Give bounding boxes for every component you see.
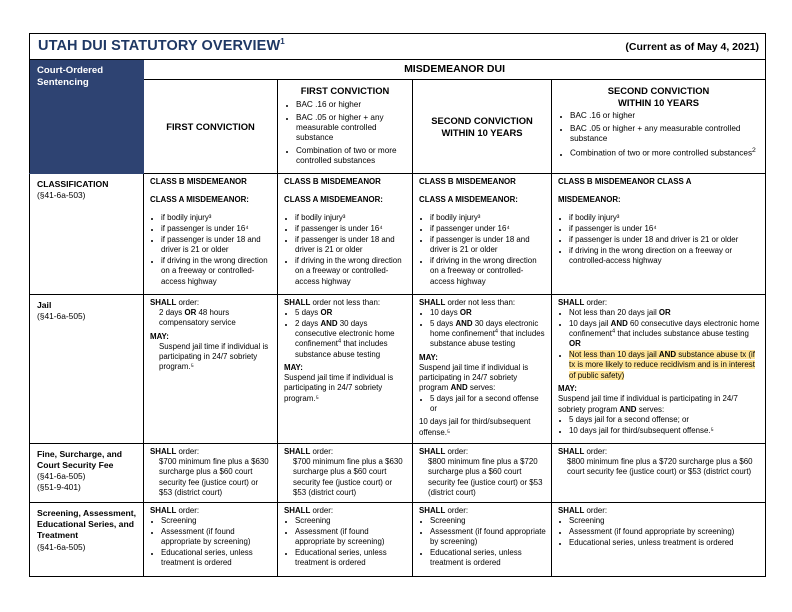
screening-list (419, 516, 546, 568)
cell-screening-first-conviction (144, 503, 278, 577)
list-item: • 5 days OR (295, 308, 407, 318)
shall-label: SHALL (150, 446, 177, 456)
cell-jail-second-conviction (413, 294, 552, 443)
statute-citation: (§41-6a-505) (37, 541, 86, 552)
document-title-bar (30, 34, 766, 60)
list-item: • 5 days AND 30 days electronic home confinement$^4$ that includes substance abuse testing (430, 319, 546, 350)
list-item: • Screening (295, 516, 407, 526)
statute-citation: (§41-6a-503) (37, 190, 86, 201)
criteria-item: • BAC .05 or higher + any measurable controlled substance (570, 124, 760, 145)
classification-list (150, 213, 272, 286)
row-label-screening: Screening, Assessment, Educational Series, and Treatment (§41-6a-505) (30, 503, 144, 577)
cell-fine-first-conviction-enhanced (278, 443, 413, 502)
shall-label: SHALL (558, 297, 585, 307)
shall-text: order: (312, 446, 334, 456)
list-item: • 10 days OR (430, 308, 546, 318)
shall-text: order: (586, 297, 608, 307)
table-row-classification (30, 173, 766, 294)
may-label: MAY: (419, 352, 438, 362)
heading: CLASS B MISDEMEANOR (419, 176, 516, 186)
may-line: Suspend jail time if individual is participating in 24/7 sobriety program.⁵ (284, 373, 394, 403)
jail-may-list (419, 394, 546, 415)
may-intro: Suspend jail time if individual is participating in 24/7 sobriety program AND serves: (558, 394, 738, 414)
classification-list (284, 213, 407, 286)
shall-line: 2 days OR 48 hours compensatory service (159, 308, 236, 328)
list-item: • 10 days jail for third/subsequent offense.⁵ (569, 426, 760, 436)
footnote-marker: 2 (752, 147, 756, 155)
screening-list (558, 516, 760, 548)
heading: CLASS B MISDEMEANOR (150, 176, 247, 186)
list-item: • if driving in the wrong direction on a freeway or controlled-access highway (161, 256, 272, 287)
banner-misdemeanor-dui: MISDEMEANOR DUI (144, 60, 766, 80)
jail-may-list (558, 415, 760, 436)
list-item: • Screening (569, 516, 760, 526)
shall-text: order: (312, 506, 334, 516)
column-header-criteria-list (283, 100, 407, 167)
row-label-fine-surcharge: Fine, Surcharge, and Court Security Fee (§41-6a-505) (§51-9-401) (30, 443, 144, 502)
cell-classification-second-conviction (413, 173, 552, 294)
may-label: MAY: (150, 331, 169, 341)
list-item-highlighted (569, 350, 760, 381)
list-item: • Assessment (if found appropriate by screening) (295, 527, 407, 548)
jail-shall-list (558, 308, 760, 381)
list-item: • 5 days jail for a second offense; or (569, 415, 760, 425)
may-label: MAY: (558, 383, 577, 393)
list-item: • if bodily injury³ (295, 213, 407, 223)
column-header-first-conviction: FIRST CONVICTION (144, 80, 278, 173)
shall-label: SHALL (419, 446, 446, 456)
jail-shall-list (284, 308, 407, 360)
heading: CLASS A MISDEMEANOR: (284, 195, 383, 205)
list-item: • if passenger is under 16⁴ (295, 224, 407, 234)
currency-date-note: (Current as of May 4, 2021) (625, 41, 760, 53)
jail-shall-list (419, 308, 546, 350)
cell-screening-second-conviction (413, 503, 552, 577)
fine-amount-line: $700 minimum fine plus a $630 surcharge plus a $60 court security fee (justice court) or $53 (district court) (293, 457, 403, 497)
screening-list (150, 516, 272, 568)
list-item: • Screening (161, 516, 272, 526)
title-row (30, 34, 766, 60)
shall-text: order: (178, 506, 200, 516)
table-row-screening (30, 503, 766, 577)
list-item: • Educational series, unless treatment is ordered (569, 538, 760, 548)
list-item: • Not less than 20 days jail OR (569, 308, 760, 318)
column-header-first-conviction-enhanced: FIRST CONVICTION • BAC .16 or higher • BAC .05 or higher + any measurable controlled substance • Combination of two or more controlled substances (278, 80, 413, 173)
may-line: Suspend jail time if individual is participating in 24/7 sobriety program.⁵ (159, 341, 269, 372)
list-item: • if passenger is under 18 and driver is 21 or older (161, 235, 272, 256)
list-item: • if passenger is under 18 and driver is 21 or older (430, 235, 546, 256)
banner-row (30, 60, 766, 80)
criteria-item: • BAC .05 or higher + any measurable controlled substance (296, 113, 407, 144)
page-title: UTAH DUI STATUTORY OVERVIEW$^1$ (38, 37, 285, 54)
shall-label: SHALL (558, 506, 585, 516)
criteria-item: • Combination of two or more controlled substances (296, 146, 407, 167)
list-item: • Screening (430, 516, 546, 526)
list-item: • if driving in the wrong direction on a freeway or controlled-access highway (295, 256, 407, 287)
fine-amount-line: $800 minimum fine plus a $720 surcharge plus a $60 court security fee (justice court) or $53 (district court) (567, 457, 753, 477)
shall-label: SHALL (284, 506, 311, 516)
statute-citation: (§41-6a-505) (37, 471, 86, 482)
cell-classification-first-conviction-enhanced (278, 173, 413, 294)
list-item: • 5 days jail for a second offense or (430, 394, 546, 415)
may-intro: Suspend jail time if individual is participating in 24/7 sobriety program AND serves: (419, 362, 529, 393)
cell-fine-second-conviction-enhanced (552, 443, 766, 502)
table-row-fine-surcharge (30, 443, 766, 502)
list-item: • if bodily injury³ (161, 213, 272, 223)
may-label: MAY: (284, 362, 303, 372)
statute-citation: (§51-9-401) (37, 482, 81, 493)
shall-text: order: (447, 506, 469, 516)
list-item: • if driving in the wrong direction on a freeway or controlled- access highway (430, 256, 546, 287)
list-item: • if passenger under 16⁴ (430, 224, 546, 234)
shall-text: order: (586, 446, 608, 456)
list-item: • Educational series, unless treatment is ordered (430, 548, 546, 569)
fine-amount-line: $700 minimum fine plus a $630 surcharge plus a $60 court security fee (justice court) or $53 (district court) (159, 457, 269, 497)
criteria-item: • BAC .16 or higher (570, 111, 760, 121)
shall-label: SHALL (150, 506, 177, 516)
cell-fine-second-conviction (413, 443, 552, 502)
cell-classification-first-conviction (144, 173, 278, 294)
screening-list (284, 516, 407, 568)
may-trailing: 10 days jail for third/subsequent offense.⁵ (419, 417, 531, 437)
cell-jail-first-conviction-enhanced (278, 294, 413, 443)
classification-list (558, 213, 760, 266)
column-header-second-conviction: SECOND CONVICTION WITHIN 10 YEARS (413, 80, 552, 173)
list-item: • Assessment (if found appropriate by screening) (569, 527, 760, 537)
list-item: • if driving in the wrong direction on a freeway or controlled-access highway (569, 246, 760, 267)
fine-amount-line: $800 minimum fine plus a $720 surcharge plus a $60 court security fee (justice court) or $53 (district court) (428, 457, 543, 497)
shall-text: order: (178, 297, 200, 307)
list-item: • 10 days jail AND 60 consecutive days electronic home confinement$^4$ that includes substance abuse testing OR (569, 319, 760, 350)
shall-label: SHALL (419, 297, 446, 307)
list-item: • if bodily injury³ (430, 213, 546, 223)
row-label-classification: CLASSIFICATION (§41-6a-503) (30, 173, 144, 294)
heading: CLASS B MISDEMEANOR CLASS A (558, 176, 692, 186)
cell-jail-second-conviction-enhanced (552, 294, 766, 443)
classification-list (419, 213, 546, 286)
highlighted-text: Not less than 10 days jail AND substance abuse tx (if tx is more likely to reduce recidivism and is in interest of public safety) (569, 350, 755, 380)
cell-jail-first-conviction (144, 294, 278, 443)
shall-label: SHALL (284, 446, 311, 456)
shall-text: order not less than: (447, 297, 516, 307)
shall-label: SHALL (150, 297, 177, 307)
shall-text: order: (447, 446, 469, 456)
list-item: • Assessment (if found appropriate by screening) (161, 527, 272, 548)
criteria-item: • Combination of two or more controlled substances$^2$ (570, 147, 760, 159)
heading: CLASS A MISDEMEANOR: (419, 195, 518, 205)
list-item: • if passenger is under 16⁴ (161, 224, 272, 234)
cell-screening-first-conviction-enhanced (278, 503, 413, 577)
heading: CLASS A MISDEMEANOR: (150, 195, 249, 205)
shall-label: SHALL (284, 297, 311, 307)
list-item: • if bodily injury³ (569, 213, 760, 223)
cell-classification-second-conviction-enhanced (552, 173, 766, 294)
heading: CLASS B MISDEMEANOR (284, 176, 381, 186)
shall-text: order: (178, 446, 200, 456)
shall-label: SHALL (419, 506, 446, 516)
column-header-second-conviction-enhanced: SECOND CONVICTION WITHIN 10 YEARS • BAC .16 or higher • BAC .05 or higher + any measurable controlled substance • Combination of two or more controlled substances$^2$ (552, 80, 766, 173)
cell-screening-second-conviction-enhanced (552, 503, 766, 577)
dui-statutory-overview-table (29, 33, 766, 577)
list-item: • Educational series, unless treatment is ordered (161, 548, 272, 569)
heading: MISDEMEANOR: (558, 195, 621, 205)
table-row-jail (30, 294, 766, 443)
list-item: • if passenger is under 18 and driver is 21 or older (569, 235, 760, 245)
list-item: • Educational series, unless treatment is ordered (295, 548, 407, 569)
corner-header-court-ordered-sentencing: Court-Ordered Sentencing (30, 60, 144, 174)
cell-fine-first-conviction (144, 443, 278, 502)
row-label-jail: Jail (§41-6a-505) (30, 294, 144, 443)
shall-text: order not less than: (312, 297, 381, 307)
list-item: • 2 days AND 30 days consecutive electronic home confinement$^4$ that includes substance abuse testing (295, 319, 407, 360)
title-footnote-marker: 1 (280, 37, 285, 47)
shall-label: SHALL (558, 446, 585, 456)
shall-text: order: (586, 506, 608, 516)
criteria-item: • BAC .16 or higher (296, 100, 407, 110)
column-header-criteria-list (557, 111, 760, 159)
list-item: • Assessment (if found appropriate by screening) (430, 527, 546, 548)
list-item: • if passenger is under 16⁴ (569, 224, 760, 234)
statute-citation: (§41-6a-505) (37, 311, 86, 322)
list-item: • if passenger is under 18 and driver is 21 or older (295, 235, 407, 256)
